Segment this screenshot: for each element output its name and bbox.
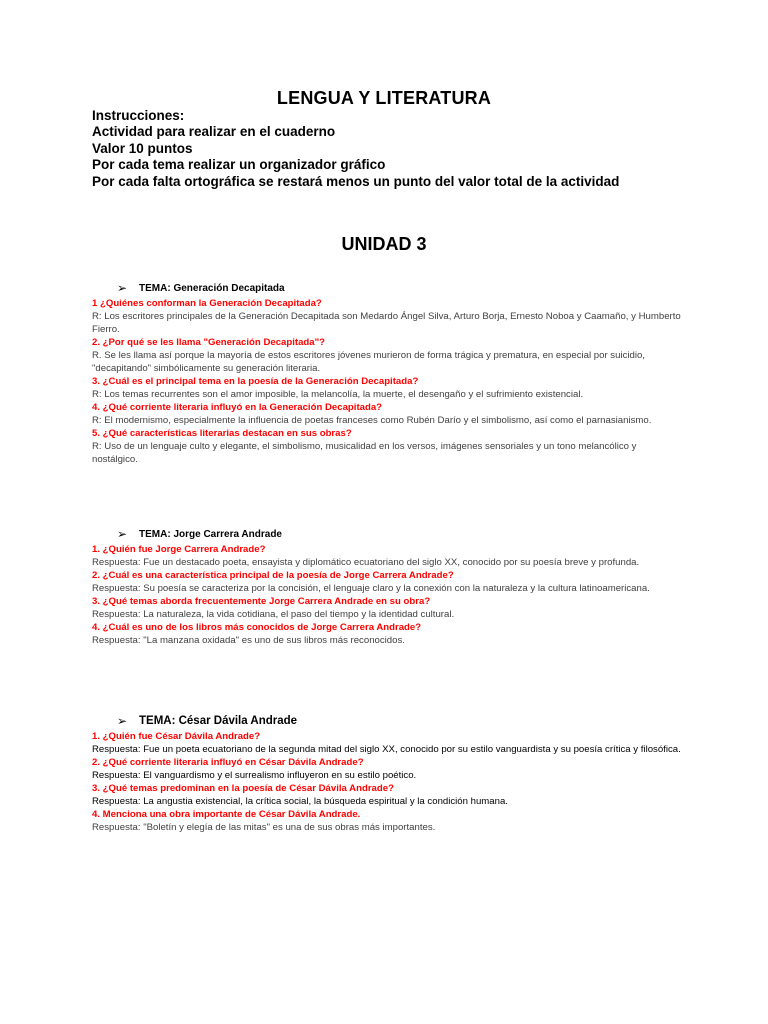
topic-heading	[92, 526, 682, 542]
question: 2. ¿Por qué se les llama "Generación Decapitada"?	[92, 337, 326, 348]
topic-title: TEMA: Generación Decapitada	[139, 282, 285, 294]
unit-heading: UNIDAD 3	[341, 234, 427, 254]
topic-heading	[92, 280, 682, 296]
question: 1. ¿Quién fue César Dávila Andrade?	[92, 731, 261, 742]
question: 2. ¿Qué corriente literaria influyó en César Dávila Andrade?	[92, 757, 364, 768]
answer: Respuesta: El vanguardismo y el surrealismo influyeron en su estilo poético.	[92, 770, 417, 781]
topic-title: TEMA: César Dávila Andrade	[139, 715, 298, 727]
question: 1. ¿Quién fue Jorge Carrera Andrade?	[92, 544, 266, 555]
instruction-line: Valor 10 puntos	[92, 140, 193, 156]
answer: R: Los temas recurrentes son el amor imposible, la melancolía, la muerte, el desengaño y el sufrimiento existencial.	[92, 389, 584, 400]
section-cesar-davila-andrade	[92, 713, 682, 834]
instructions-heading: Instrucciones:	[92, 108, 185, 123]
arrow-bullet-icon: ➢	[117, 281, 128, 295]
question: 5. ¿Qué características literarias destacan en sus obras?	[92, 428, 352, 439]
arrow-bullet-icon: ➢	[117, 714, 128, 728]
answer: R: Los escritores principales de la Generación Decapitada son Medardo Ángel Silva, Arturo Borja, Ernesto Noboa y Caamaño, y Humberto Fierro.	[92, 311, 681, 335]
answer: Respuesta: La naturaleza, la vida cotidiana, el paso del tiempo y la identidad cultural.	[92, 609, 455, 620]
arrow-bullet-icon: ➢	[117, 527, 128, 541]
answer: R. Se les llama así porque la mayoría de estos escritores jóvenes murieron de forma trágica y prematura, en especial por suicidio, "decapitando" simbólicamente su generación literaria.	[92, 350, 645, 374]
answer: Respuesta: Su poesía se caracteriza por la concisión, el lenguaje claro y la conexión con la naturaleza y la cultura latinoamericana.	[92, 583, 650, 594]
answer: Respuesta: "La manzana oxidada" es uno de sus libros más reconocidos.	[92, 635, 405, 646]
instructions-block	[92, 108, 712, 190]
instruction-line: Por cada tema realizar un organizador gráfico	[92, 157, 386, 173]
answer: Respuesta: La angustia existencial, la crítica social, la búsqueda espiritual y la condición humana.	[92, 796, 508, 807]
instruction-line: Por cada falta ortográfica se restará menos un punto del valor total de la actividad	[92, 173, 620, 189]
topic-heading	[92, 713, 682, 729]
answer: R: Uso de un lenguaje culto y elegante, el simbolismo, musicalidad en los versos, imágenes sensoriales y un tono melancólico y nostálgico.	[92, 441, 637, 465]
question: 4. ¿Qué corriente literaria influyó en la Generación Decapitada?	[92, 402, 383, 413]
question: 4. ¿Cuál es uno de los libros más conocidos de Jorge Carrera Andrade?	[92, 622, 422, 633]
topic-title: TEMA: Jorge Carrera Andrade	[139, 528, 282, 540]
question: 3. ¿Qué temas predominan en la poesía de César Dávila Andrade?	[92, 783, 394, 794]
instruction-line: Actividad para realizar en el cuaderno	[92, 124, 336, 140]
question: 3. ¿Qué temas aborda frecuentemente Jorge Carrera Andrade en su obra?	[92, 596, 431, 607]
question: 2. ¿Cuál es una característica principal de la poesía de Jorge Carrera Andrade?	[92, 570, 454, 581]
section-jorge-carrera-andrade	[92, 526, 682, 647]
answer: Respuesta: Fue un poeta ecuatoriano de la segunda mitad del siglo XX, conocido por su estilo vanguardista y su poesía crítica y filosófica.	[92, 744, 681, 755]
page-title: LENGUA Y LITERATURA	[276, 88, 492, 108]
section-generacion-decapitada	[92, 280, 682, 466]
question: 3. ¿Cuál es el principal tema en la poesía de la Generación Decapitada?	[92, 376, 419, 387]
answer: R: El modernismo, especialmente la influencia de poetas franceses como Rubén Darío y el simbolismo, así como el parnasianismo.	[92, 415, 652, 426]
answer: Respuesta: "Boletín y elegía de las mitas" es una de sus obras más importantes.	[92, 822, 436, 833]
answer: Respuesta: Fue un destacado poeta, ensayista y diplomático ecuatoriano del siglo XX, conocido por su poesía breve y profunda.	[92, 557, 640, 568]
question: 1 ¿Quiénes conforman la Generación Decapitada?	[92, 298, 322, 309]
question: 4. Menciona una obra importante de César Dávila Andrade.	[92, 809, 361, 820]
